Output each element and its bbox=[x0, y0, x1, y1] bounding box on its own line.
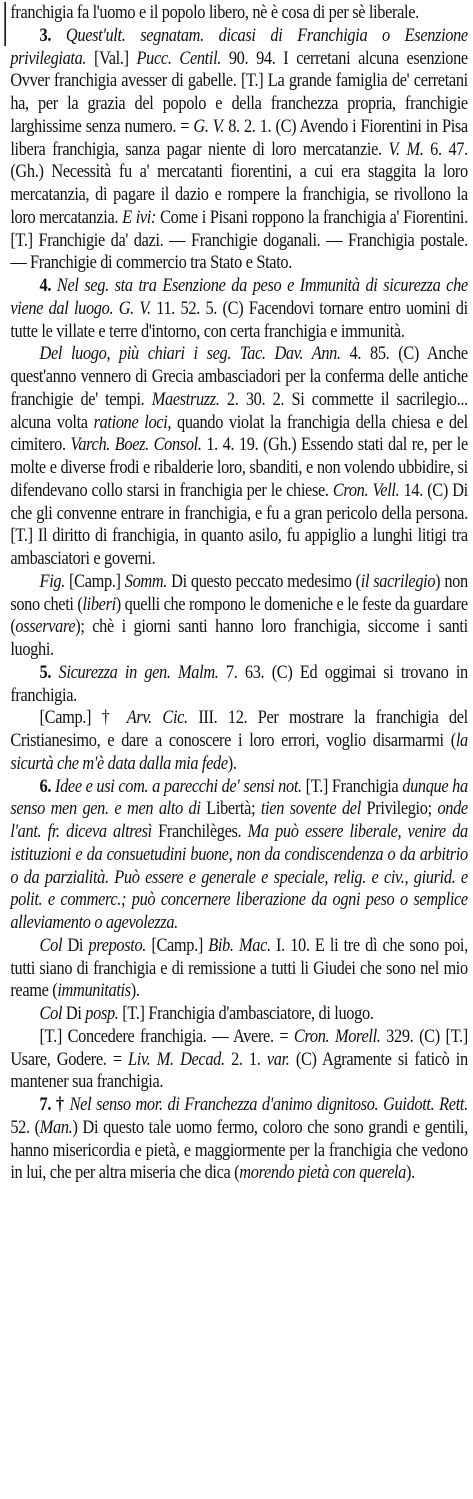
italic-text: Nel senso mor. di Franchezza d'animo dignitoso. Guidott. Rett. bbox=[69, 1094, 468, 1115]
body-text: (C) Agramente si faticò in mantener sua franchigia. bbox=[10, 1048, 468, 1093]
body-text: 52. ( bbox=[10, 1116, 40, 1138]
body-text: 4. 85. (C) Anche quest'anno vennero di Grecia ambasciadori per la conferma delle antiche franchigie de' tempi. bbox=[10, 343, 468, 410]
body-text: [Camp.] † bbox=[39, 707, 127, 729]
italic-text: morendo pietà con querela bbox=[239, 1162, 407, 1184]
body-text: 6. 47. (Gh.) Necessità fu a' mercatanti fiorentini, a cui era staggita la loro mercatanzia, di pagare il dazio e rompere la franchigia, se rivollono la loro mercatanzia. bbox=[10, 138, 468, 228]
body-text: ). bbox=[406, 1162, 415, 1184]
italic-text: osservare bbox=[15, 616, 76, 638]
italic-text: Ma può essere liberale, venire da istituzioni e da consuetudini buone, non da condiscendenza o da arbitrio o da parzialità. Può essere e generale e speciale, relig. e civ., giurid. e polit. e commerc.; può concernere liberazione da ogni peso o semplice alleviamento o agevolezza. bbox=[10, 821, 468, 933]
italic-text: Bib. Mac. bbox=[208, 934, 271, 956]
body-text: [Val.] bbox=[86, 47, 137, 69]
body-text: ) non sono cheti ( bbox=[10, 570, 468, 615]
body-text: 8. 2. 1. (C) Avendo i Fiorentini in Pisa libera franchigia, sanza pagar niente di loro mercatanzie. bbox=[10, 115, 468, 160]
italic-text: liberi bbox=[82, 593, 116, 615]
body-text: III. 12. Per mostrare la franchigia del Cristianesimo, e dare a conoscere i loro errori, voglio disarmarmi ( bbox=[10, 707, 468, 751]
italic-text: Del luogo, più chiari i seg. Tac. Dav. Ann. bbox=[39, 343, 341, 365]
body-text: Franchilèges. bbox=[151, 821, 248, 842]
italic-text: dunque ha senso men gen. e men alto di bbox=[10, 775, 468, 820]
body-text: ); chè i giorni santi hanno loro franchigia, siccome i santi luoghi. bbox=[10, 616, 468, 660]
body-text: ). bbox=[227, 752, 237, 774]
body-text: 2. 1. bbox=[224, 1048, 267, 1070]
italic-text: Quest'ult. segnatam. dicasi di Franchigia o Esenzione privilegiata. bbox=[10, 24, 468, 69]
entry-paragraph bbox=[10, 275, 468, 343]
italic-text: Somm. bbox=[124, 570, 168, 592]
italic-text: la sicurtà che m'è data dalla mia fede bbox=[10, 730, 468, 774]
italic-text: Cron. Morell. bbox=[293, 1025, 381, 1047]
body-text: 1. 4. 19. (Gh.) Essendo stati dal re, per le molte e diverse frodi e ribalderie loro, sbanditi, e non volendo ubbidire, si difendevano collo starsi in franchigia per le chiese. bbox=[10, 434, 468, 501]
body-text: Di questo peccato medesimo ( bbox=[167, 570, 361, 592]
entry-paragraph bbox=[10, 571, 468, 662]
italic-text: V. M. bbox=[388, 138, 424, 160]
italic-text: onde l'ant. fr. diceva altresì bbox=[10, 798, 468, 842]
body-text: ) quelli che rompono le domeniche e le feste da guardare ( bbox=[10, 593, 468, 638]
body-text: ) Di questo tale uomo fermo, coloro che sono grandi e gentili, hanno misericordia e pietà, e maggiormente per la franchigia che vedono in lui, che per altra miseria che dica ( bbox=[10, 1116, 468, 1184]
sense-number: 6. bbox=[39, 775, 56, 797]
italic-text: Arv. Cic. bbox=[126, 707, 188, 729]
body-text: 7. 63. (C) Ed oggimai si trovano in franchigia. bbox=[10, 661, 468, 706]
body-text: 2. 30. 2. Si commette il sacrilegio... alcuna volta bbox=[10, 388, 468, 433]
column-rule bbox=[4, 2, 5, 46]
body-text: Di bbox=[62, 1003, 86, 1024]
italic-text: Sicurezza in gen. Malm. bbox=[58, 661, 219, 683]
italic-text: tien sovente del bbox=[260, 798, 361, 820]
body-text: Come i Pisani roppono la franchigia a' Fiorentini. [T.] Franchigie da' dazi. — Franchigie doganali. — Franchigia postale. — Franchigie di commercio tra Stato e Stato. bbox=[10, 206, 468, 274]
body-text: Libertà; bbox=[200, 798, 261, 820]
entry-paragraph bbox=[10, 776, 468, 935]
body-text: [T.] Franchigia bbox=[301, 775, 403, 797]
italic-text: immunitatis bbox=[57, 980, 131, 1002]
italic-text: posp. bbox=[85, 1003, 119, 1024]
entry-paragraph bbox=[10, 25, 468, 275]
italic-text: E ivi: bbox=[122, 206, 157, 228]
italic-text: ratione loci, bbox=[93, 411, 172, 433]
body-text: 14. (C) Di che gli convenne entrare in franchigia, e fu a gran pericolo della persona. [T.] Il diritto di franchigia, in quanto asilo, fu appiglio a lunghi litigi tra ambasciatori e governi. bbox=[10, 479, 468, 569]
body-text: I. 10. E li tre dì che sono poi, tutti siano di franchigia e di remissione a tutti li Giudei che sono nel mio reame ( bbox=[10, 934, 468, 1002]
entry-paragraph bbox=[10, 935, 468, 1003]
italic-text: Liv. M. Decad. bbox=[128, 1048, 225, 1070]
body-text: 329. (C) [T.] Usare, Godere. = bbox=[10, 1025, 468, 1070]
italic-text: G. V. bbox=[193, 115, 225, 137]
italic-text: Man. bbox=[39, 1116, 73, 1138]
entry-paragraph bbox=[10, 662, 468, 708]
body-text: Privilegio; bbox=[360, 798, 438, 820]
italic-text: var. bbox=[266, 1048, 290, 1070]
body-text: Di bbox=[62, 934, 89, 956]
italic-text: Cron. Vell. bbox=[332, 479, 400, 501]
entry-paragraph bbox=[10, 343, 468, 571]
italic-text: Nel seg. sta tra Esenzione da peso e Immunità di sicurezza che viene dal luogo. bbox=[10, 275, 468, 319]
italic-text: Idee e usi com. a parecchi de' sensi not. bbox=[55, 775, 302, 797]
italic-text: Fig. bbox=[39, 570, 65, 592]
body-text: franchigia fa l'uomo e il popolo libero, nè è cosa di per sè liberale. bbox=[10, 2, 419, 23]
body-text: quando violat la franchigia della chiesa e del cimitero. bbox=[10, 411, 468, 456]
sense-number: 7. † bbox=[39, 1094, 70, 1115]
sense-number: 5. bbox=[39, 661, 59, 683]
body-text: [T.] Franchigia d'ambasciatore, di luogo. bbox=[118, 1003, 374, 1024]
entry-paragraph bbox=[10, 1094, 468, 1185]
sense-number: 3. bbox=[39, 24, 66, 46]
body-text: [Camp.] bbox=[146, 934, 209, 956]
entry-column bbox=[10, 2, 468, 1185]
italic-text: preposto. bbox=[88, 934, 147, 956]
italic-text: il sacrilegio bbox=[360, 570, 436, 592]
entry-paragraph bbox=[10, 1026, 468, 1094]
body-text: 11. 52. 5. (C) Facendovi tornare entro uomini di tutte le villate e terre d'intorno, con certa franchigia e immunità. bbox=[10, 297, 468, 342]
body-text: 90. 94. I cerretani alcuna esenzione Ovver franchigia avesser di gabelle. [T.] La grande famiglia de' cerretani ha, per la grazia del popolo e della franchezza propria, franchigie larghissime senza numero. = bbox=[10, 47, 468, 137]
italic-text: Varch. Boez. Consol. bbox=[70, 434, 202, 456]
entry-paragraph bbox=[10, 707, 468, 775]
body-text: ). bbox=[130, 980, 140, 1002]
italic-text: G. V. bbox=[118, 297, 151, 319]
italic-text: Col bbox=[39, 934, 63, 956]
sense-number: 4. bbox=[39, 275, 57, 296]
italic-text: Maestruzz. bbox=[151, 388, 220, 410]
italic-text: Pucc. Centil. bbox=[136, 47, 222, 69]
entry-paragraph bbox=[10, 1003, 468, 1026]
body-text: [T.] Concedere franchigia. — Avere. = bbox=[39, 1025, 294, 1047]
italic-text: Col bbox=[39, 1003, 63, 1024]
body-text: [Camp.] bbox=[64, 570, 125, 592]
entry-paragraph bbox=[10, 2, 468, 25]
